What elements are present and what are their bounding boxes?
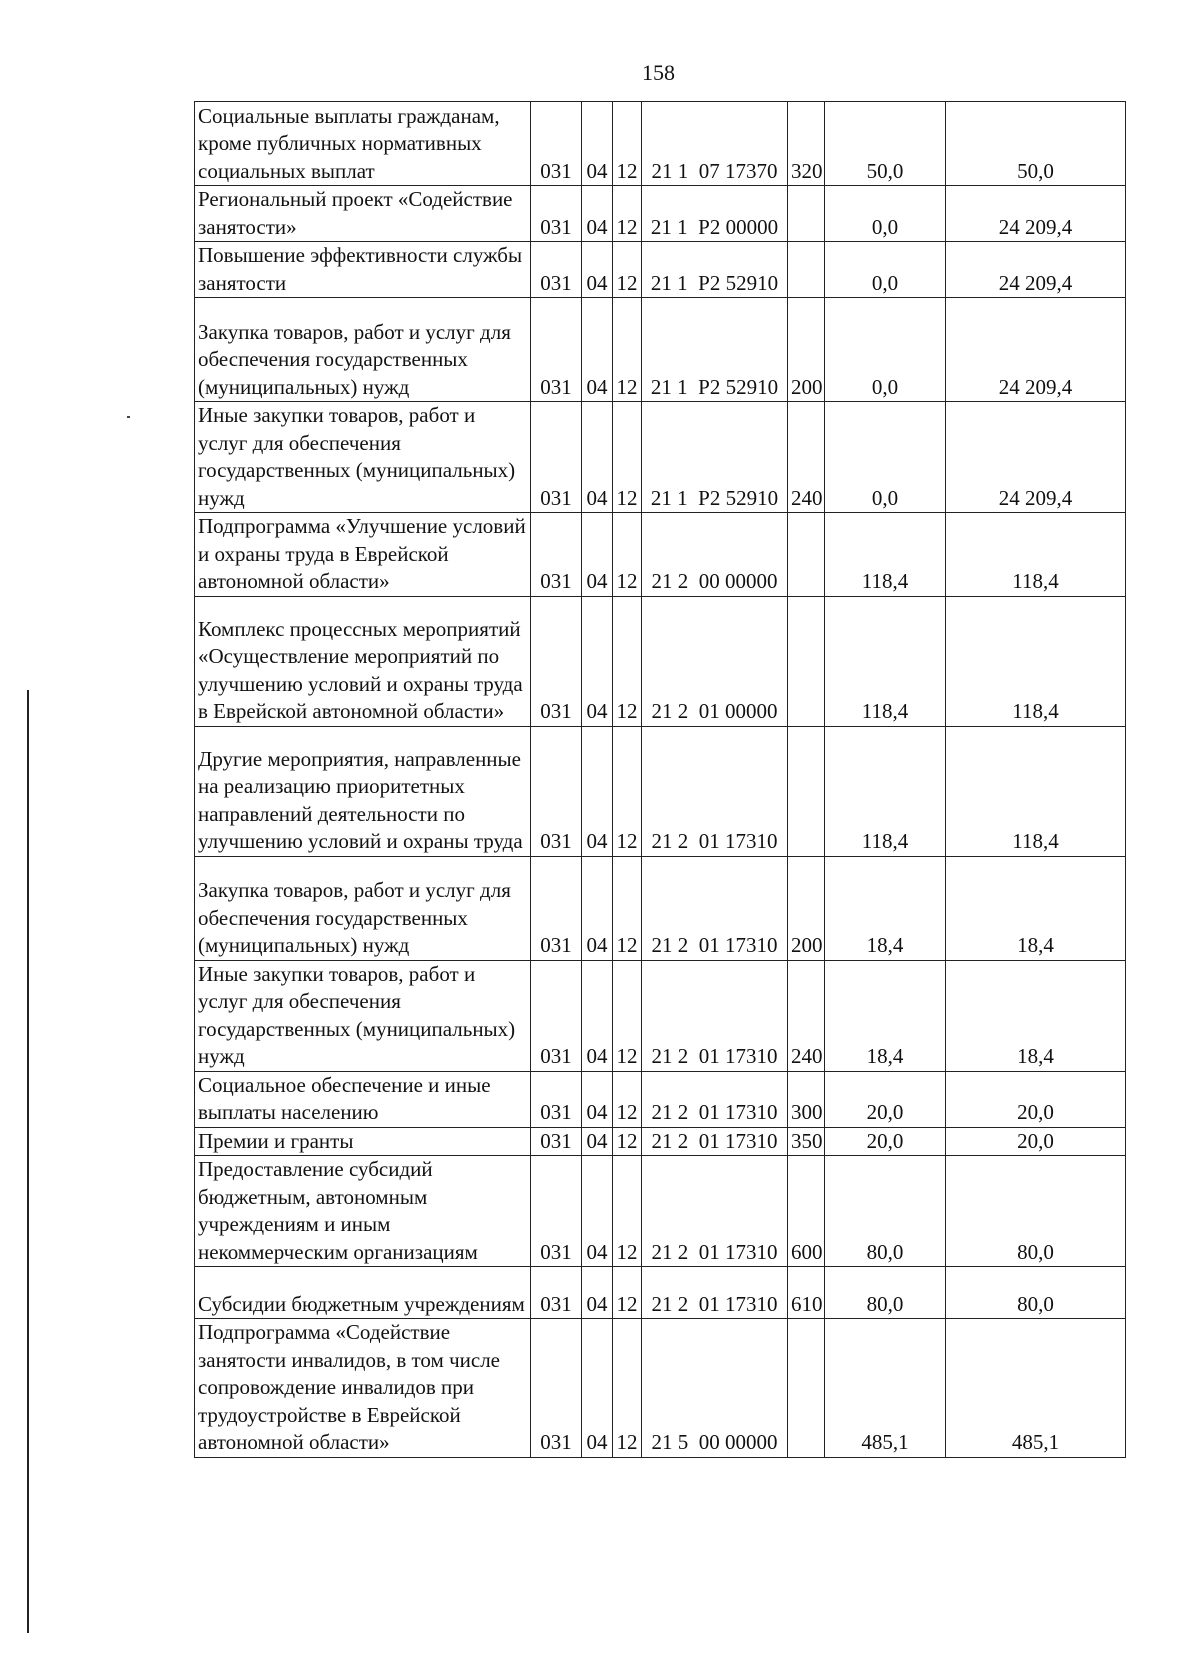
amount-year2-cell: 24 209,4 [946,242,1126,298]
target-article-cell: 21 2 01 17310 [642,1071,788,1127]
ministry-code-cell: 031 [531,1071,582,1127]
row-name-cell: Премии и гранты [195,1127,531,1156]
row-name-cell: Подпрограмма «Улучшение условий и охраны труда в Еврейской автономной области» [195,513,531,597]
margin-line-lower [27,840,29,1633]
target-article-cell: 21 1 Р2 00000 [642,186,788,242]
table-row [195,856,1126,960]
ministry-code-cell: 031 [531,186,582,242]
table-row [195,1156,1126,1267]
amount-year2-cell: 485,1 [946,1319,1126,1458]
expense-type-cell: 320 [788,102,825,186]
section-code-cell: 04 [582,1267,613,1319]
section-code-cell: 04 [582,856,613,960]
section-code-cell: 04 [582,513,613,597]
subsection-code-cell: 12 [613,242,642,298]
ministry-code-cell: 031 [531,513,582,597]
subsection-code-cell: 12 [613,596,642,726]
target-article-cell: 21 2 01 17310 [642,960,788,1071]
subsection-code-cell: 12 [613,186,642,242]
target-article-cell: 21 2 01 17310 [642,726,788,856]
margin-line-upper [27,690,29,840]
table-row [195,1319,1126,1458]
section-code-cell: 04 [582,402,613,513]
ministry-code-cell: 031 [531,1267,582,1319]
row-name-cell: Иные закупки товаров, работ и услуг для обеспечения государственных (муниципальных) нужд [195,402,531,513]
amount-year2-cell: 24 209,4 [946,402,1126,513]
expense-type-cell [788,186,825,242]
subsection-code-cell: 12 [613,1071,642,1127]
amount-year1-cell: 80,0 [825,1267,946,1319]
amount-year1-cell: 20,0 [825,1127,946,1156]
subsection-code-cell: 12 [613,298,642,402]
expense-type-cell: 240 [788,960,825,1071]
amount-year1-cell: 18,4 [825,960,946,1071]
expense-type-cell: 200 [788,856,825,960]
table-row [195,1267,1126,1319]
row-name-cell: Региональный проект «Содействие занятости» [195,186,531,242]
row-name-cell: Комплекс процессных мероприятий «Осуществление мероприятий по улучшению условий и охраны труда в Еврейской автономной области» [195,596,531,726]
table-row [195,242,1126,298]
amount-year1-cell: 50,0 [825,102,946,186]
ministry-code-cell: 031 [531,1156,582,1267]
table-row [195,102,1126,186]
amount-year2-cell: 24 209,4 [946,298,1126,402]
target-article-cell: 21 2 01 17310 [642,1127,788,1156]
amount-year1-cell: 0,0 [825,298,946,402]
amount-year1-cell: 0,0 [825,186,946,242]
scan-speck [127,416,130,418]
amount-year1-cell: 80,0 [825,1156,946,1267]
target-article-cell: 21 1 Р2 52910 [642,298,788,402]
target-article-cell: 21 2 01 17310 [642,856,788,960]
row-name-cell: Иные закупки товаров, работ и услуг для обеспечения государственных (муниципальных) нужд [195,960,531,1071]
expense-type-cell: 600 [788,1156,825,1267]
target-article-cell: 21 2 00 00000 [642,513,788,597]
target-article-cell: 21 1 Р2 52910 [642,242,788,298]
table-row [195,402,1126,513]
amount-year1-cell: 0,0 [825,242,946,298]
subsection-code-cell: 12 [613,102,642,186]
row-name-cell: Субсидии бюджетным учреждениям [195,1267,531,1319]
table-row [195,960,1126,1071]
table-row [195,726,1126,856]
amount-year2-cell: 18,4 [946,856,1126,960]
expense-type-cell [788,242,825,298]
subsection-code-cell: 12 [613,1319,642,1458]
subsection-code-cell: 12 [613,960,642,1071]
row-name-cell: Другие мероприятия, направленные на реализацию приоритетных направлений деятельности по улучшению условий и охраны труда [195,726,531,856]
amount-year1-cell: 18,4 [825,856,946,960]
amount-year2-cell: 18,4 [946,960,1126,1071]
ministry-code-cell: 031 [531,726,582,856]
ministry-code-cell: 031 [531,102,582,186]
expense-type-cell: 240 [788,402,825,513]
row-name-cell: Предоставление субсидий бюджетным, автономным учреждениям и иным некоммерческим организациям [195,1156,531,1267]
amount-year1-cell: 485,1 [825,1319,946,1458]
expense-type-cell [788,726,825,856]
expense-type-cell [788,513,825,597]
section-code-cell: 04 [582,186,613,242]
ministry-code-cell: 031 [531,1127,582,1156]
subsection-code-cell: 12 [613,402,642,513]
expense-type-cell: 200 [788,298,825,402]
target-article-cell: 21 5 00 00000 [642,1319,788,1458]
section-code-cell: 04 [582,596,613,726]
subsection-code-cell: 12 [613,513,642,597]
target-article-cell: 21 2 01 00000 [642,596,788,726]
subsection-code-cell: 12 [613,726,642,856]
ministry-code-cell: 031 [531,960,582,1071]
expense-type-cell: 350 [788,1127,825,1156]
page-number: 158 [642,60,675,85]
ministry-code-cell: 031 [531,856,582,960]
expense-type-cell [788,1319,825,1458]
ministry-code-cell: 031 [531,402,582,513]
target-article-cell: 21 2 01 17310 [642,1267,788,1319]
amount-year1-cell: 118,4 [825,513,946,597]
section-code-cell: 04 [582,298,613,402]
expense-type-cell: 610 [788,1267,825,1319]
table-row [195,1071,1126,1127]
section-code-cell: 04 [582,242,613,298]
amount-year2-cell: 80,0 [946,1267,1126,1319]
table-row [195,298,1126,402]
table-row [195,1127,1126,1156]
ministry-code-cell: 031 [531,242,582,298]
table-row [195,513,1126,597]
table-row [195,186,1126,242]
section-code-cell: 04 [582,960,613,1071]
section-code-cell: 04 [582,1319,613,1458]
amount-year2-cell: 118,4 [946,726,1126,856]
amount-year2-cell: 20,0 [946,1127,1126,1156]
ministry-code-cell: 031 [531,596,582,726]
row-name-cell: Подпрограмма «Содействие занятости инвалидов, в том числе сопровождение инвалидов при трудоустройстве в Еврейской автономной области» [195,1319,531,1458]
target-article-cell: 21 1 07 17370 [642,102,788,186]
subsection-code-cell: 12 [613,1156,642,1267]
amount-year1-cell: 20,0 [825,1071,946,1127]
expense-type-cell [788,596,825,726]
row-name-cell: Закупка товаров, работ и услуг для обеспечения государственных (муниципальных) нужд [195,856,531,960]
amount-year2-cell: 24 209,4 [946,186,1126,242]
subsection-code-cell: 12 [613,1127,642,1156]
target-article-cell: 21 1 Р2 52910 [642,402,788,513]
amount-year1-cell: 0,0 [825,402,946,513]
table-row [195,596,1126,726]
section-code-cell: 04 [582,1127,613,1156]
expense-type-cell: 300 [788,1071,825,1127]
amount-year2-cell: 50,0 [946,102,1126,186]
section-code-cell: 04 [582,726,613,856]
ministry-code-cell: 031 [531,1319,582,1458]
section-code-cell: 04 [582,102,613,186]
row-name-cell: Социальное обеспечение и иные выплаты населению [195,1071,531,1127]
ministry-code-cell: 031 [531,298,582,402]
row-name-cell: Закупка товаров, работ и услуг для обеспечения государственных (муниципальных) нужд [195,298,531,402]
section-code-cell: 04 [582,1156,613,1267]
amount-year2-cell: 118,4 [946,513,1126,597]
amount-year2-cell: 20,0 [946,1071,1126,1127]
amount-year1-cell: 118,4 [825,726,946,856]
subsection-code-cell: 12 [613,1267,642,1319]
target-article-cell: 21 2 01 17310 [642,1156,788,1267]
subsection-code-cell: 12 [613,856,642,960]
budget-table [194,101,1126,1458]
section-code-cell: 04 [582,1071,613,1127]
row-name-cell: Социальные выплаты гражданам, кроме публичных нормативных социальных выплат [195,102,531,186]
amount-year2-cell: 80,0 [946,1156,1126,1267]
amount-year1-cell: 118,4 [825,596,946,726]
row-name-cell: Повышение эффективности службы занятости [195,242,531,298]
amount-year2-cell: 118,4 [946,596,1126,726]
